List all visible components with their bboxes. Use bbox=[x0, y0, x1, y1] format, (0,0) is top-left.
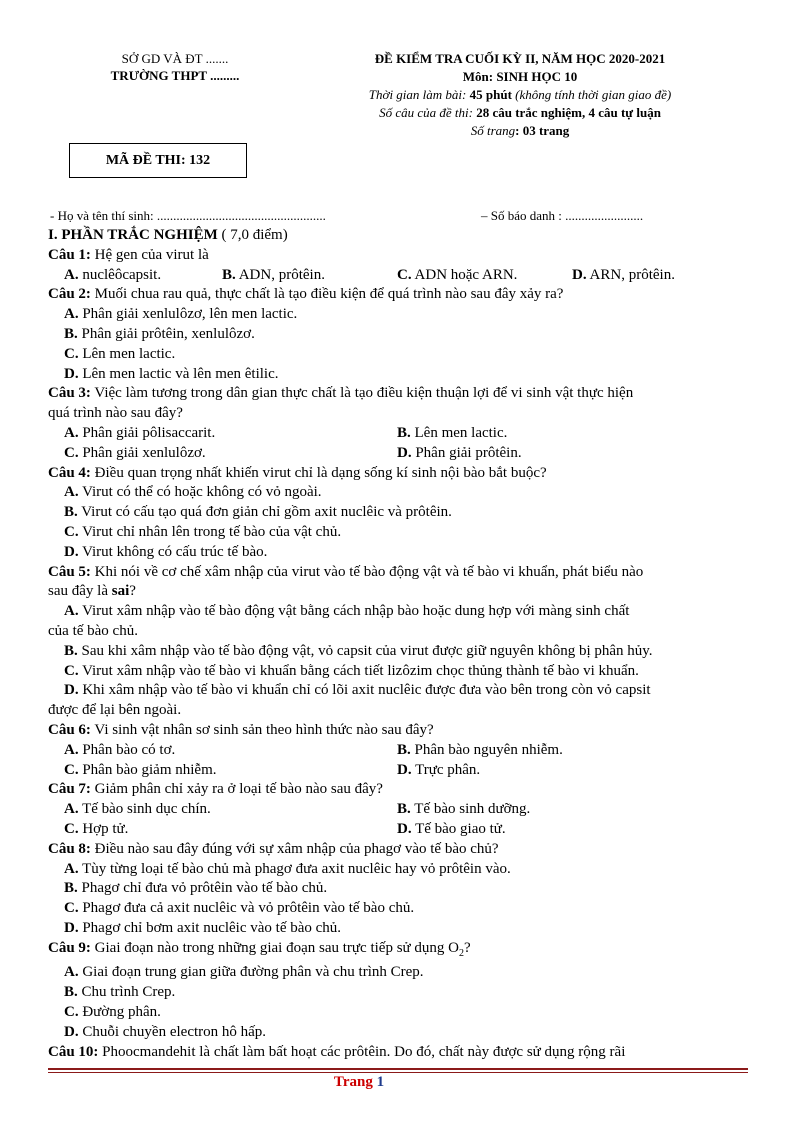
question-text: Giai đoạn nào trong những giai đoạn sau trực tiếp sử dụng O bbox=[90, 939, 459, 956]
option-d bbox=[48, 365, 748, 385]
option-text: Phân giải pôlisaccarit. bbox=[82, 424, 216, 441]
option-a bbox=[64, 800, 397, 820]
page-count-line bbox=[310, 122, 730, 140]
option-label: A. bbox=[64, 603, 79, 620]
option-c bbox=[48, 899, 748, 919]
exam-content bbox=[48, 226, 748, 1062]
option-text: Lên men lactic. bbox=[82, 345, 176, 362]
option-label: B. bbox=[64, 642, 78, 659]
option-label: D. bbox=[397, 820, 412, 837]
option-label: D. bbox=[572, 266, 587, 283]
options-row bbox=[48, 761, 748, 781]
option-text: Lên men lactic. bbox=[414, 424, 508, 441]
option-text: Phân giải xenlulôzơ, lên men lactic. bbox=[82, 306, 298, 323]
header-right bbox=[310, 50, 730, 140]
option-text: Lên men lactic và lên men êtilic. bbox=[82, 365, 279, 382]
question-number: Câu 3: bbox=[48, 385, 91, 402]
question-1 bbox=[48, 246, 748, 266]
option-a bbox=[48, 860, 748, 880]
option-c bbox=[397, 266, 572, 286]
question-number: Câu 5: bbox=[48, 563, 91, 580]
option-c bbox=[64, 761, 397, 781]
question-9 bbox=[48, 939, 748, 964]
options-row bbox=[48, 444, 748, 464]
question-number: Câu 7: bbox=[48, 781, 91, 798]
option-b bbox=[397, 424, 507, 444]
section-title-text: I. PHẦN TRẮC NGHIỆM bbox=[48, 227, 218, 243]
subject: Môn: SINH HỌC 10 bbox=[462, 69, 578, 84]
option-b bbox=[48, 983, 748, 1003]
option-text: Phagơ chỉ đưa vỏ prôtêin vào tế bào chủ. bbox=[81, 880, 328, 897]
pages-label: Số trang bbox=[470, 123, 516, 138]
option-label: C. bbox=[64, 523, 79, 540]
question-text: Vi sinh vật nhân sơ sinh sản theo hình thức nào sau đây? bbox=[90, 721, 434, 738]
option-d bbox=[48, 1023, 748, 1043]
option-text: Virut không có cấu trúc tế bào. bbox=[82, 543, 268, 560]
option-text: Tế bào sinh dục chín. bbox=[82, 801, 211, 818]
option-d bbox=[48, 543, 748, 563]
time-note: (không tính thời gian giao đề) bbox=[515, 87, 672, 102]
section-points: ( 7,0 điểm) bbox=[217, 227, 288, 243]
option-label: C. bbox=[64, 761, 79, 778]
option-label: D. bbox=[64, 1023, 79, 1040]
footer-divider bbox=[48, 1068, 748, 1070]
option-text-cont: được để lại bên ngoài. bbox=[48, 702, 182, 719]
option-label: C. bbox=[64, 662, 79, 679]
option-text: Phân giải xenlulôzơ. bbox=[82, 444, 206, 461]
page-footer bbox=[0, 1074, 718, 1091]
option-d bbox=[48, 919, 748, 939]
question-7 bbox=[48, 780, 748, 800]
question-number: Câu 8: bbox=[48, 840, 91, 857]
option-label: A. bbox=[64, 424, 79, 441]
section-title bbox=[48, 226, 748, 246]
option-label: B. bbox=[64, 504, 78, 521]
option-text: Trực phân. bbox=[415, 761, 481, 778]
option-label: B. bbox=[397, 741, 411, 758]
option-label: D. bbox=[397, 761, 412, 778]
question-text: Việc làm tương trong dân gian thực chất là tạo điều kiện thuận lợi để vi sinh vật thực hiện bbox=[90, 385, 634, 402]
option-label: D. bbox=[64, 682, 79, 699]
option-text: Hợp tử. bbox=[82, 820, 129, 837]
question-4 bbox=[48, 464, 748, 484]
option-text: Virut xâm nhập vào tế bào vi khuẩn bằng cách tiết lizôzim chọc thủng thành tế bào vi khuẩn. bbox=[82, 662, 639, 679]
footer-divider-thin bbox=[48, 1072, 748, 1073]
option-label: C. bbox=[64, 1004, 79, 1021]
option-text: Virut xâm nhập vào tế bào động vật bằng cách nhập bào hoặc dung hợp với màng sinh chất bbox=[82, 603, 630, 620]
option-text: Virut có cấu tạo quá đơn giản chỉ gồm axit nuclêic và prôtêin. bbox=[81, 504, 452, 521]
question-3 bbox=[48, 384, 748, 404]
question-number: Câu 6: bbox=[48, 721, 91, 738]
time-line bbox=[310, 86, 730, 104]
option-label: C. bbox=[64, 345, 79, 362]
option-text: Phagơ đưa cả axit nuclêic và vỏ prôtêin vào tế bào chủ. bbox=[82, 900, 415, 917]
options-row bbox=[48, 820, 748, 840]
time-value: 45 phút bbox=[469, 87, 512, 102]
question-number: Câu 1: bbox=[48, 246, 91, 263]
option-d bbox=[48, 681, 748, 701]
question-text-end: ? bbox=[464, 939, 471, 956]
option-a bbox=[48, 602, 748, 622]
option-text: Phagơ chỉ bơm axit nuclêic vào tế bào chủ. bbox=[82, 919, 342, 936]
question-number: Câu 2: bbox=[48, 286, 91, 303]
option-a bbox=[64, 741, 397, 761]
question-text-part: sau đây là bbox=[48, 583, 112, 600]
option-label: C. bbox=[397, 266, 412, 283]
student-info bbox=[50, 208, 750, 224]
option-b bbox=[397, 800, 530, 820]
student-name-line: - Họ và tên thí sinh: .................................................... bbox=[50, 208, 326, 223]
option-d bbox=[397, 820, 506, 840]
question-5 bbox=[48, 563, 748, 583]
option-label: D. bbox=[397, 444, 412, 461]
option-label: C. bbox=[64, 900, 79, 917]
option-text: nuclêôcapsit. bbox=[82, 266, 162, 283]
option-text: Giai đoạn trung gian giữa đường phân và chu trình Crep. bbox=[82, 964, 424, 981]
option-b bbox=[48, 325, 748, 345]
option-label: A. bbox=[64, 801, 79, 818]
question-text: Muối chua rau quả, thực chất là tạo điều kiện để quá trình nào sau đây xảy ra? bbox=[90, 286, 564, 303]
question-number: Câu 4: bbox=[48, 464, 91, 481]
count-label: Số câu của đề thi: bbox=[379, 105, 473, 120]
option-text: Virut có thể có hoặc không có vỏ ngoài. bbox=[82, 484, 322, 501]
question-6 bbox=[48, 721, 748, 741]
question-text: Phoocmandehit là chất làm bất hoạt các prôtêin. Do đó, chất này được sử dụng rộng rãi bbox=[98, 1043, 626, 1060]
option-label: B. bbox=[64, 984, 78, 1001]
question-10 bbox=[48, 1043, 748, 1063]
option-label: C. bbox=[64, 820, 79, 837]
option-c bbox=[64, 820, 397, 840]
option-text: ARN, prôtêin. bbox=[589, 266, 675, 283]
question-text: Khi nói về cơ chế xâm nhập của virut vào tế bào động vật và tế bào vi khuẩn, phát biểu nào bbox=[90, 563, 644, 580]
exam-title: ĐỀ KIỂM TRA CUỐI KỲ II, NĂM HỌC 2020-2021 bbox=[374, 51, 666, 66]
page-label: Trang bbox=[333, 1074, 373, 1090]
option-text: Phân giải prôtêin. bbox=[415, 444, 522, 461]
option-label: A. bbox=[64, 306, 79, 323]
department-name: SỞ GD VÀ ĐT ....... bbox=[121, 51, 229, 66]
option-label: B. bbox=[397, 424, 411, 441]
option-text: Sau khi xâm nhập vào tế bào động vật, vỏ capsit của virut được giữ nguyên không bị phân hủy. bbox=[81, 642, 653, 659]
option-b bbox=[48, 879, 748, 899]
time-label: Thời gian làm bài: bbox=[368, 87, 467, 102]
options-row bbox=[48, 266, 748, 286]
question-text-cont bbox=[48, 582, 748, 602]
option-label: A. bbox=[64, 484, 79, 501]
option-label: A. bbox=[64, 741, 79, 758]
option-text: Tùy từng loại tế bào chủ mà phagơ đưa axit nuclêic hay vỏ prôtêin vào. bbox=[82, 860, 511, 877]
option-text: Phân bào nguyên nhiễm. bbox=[414, 741, 563, 758]
option-d bbox=[397, 444, 522, 464]
option-text-cont: của tế bào chủ. bbox=[48, 622, 138, 639]
options-row bbox=[48, 800, 748, 820]
question-text: Hệ gen của virut là bbox=[90, 246, 209, 263]
option-a bbox=[48, 483, 748, 503]
count-value: 28 câu trắc nghiệm, 4 câu tự luận bbox=[476, 105, 661, 120]
option-label: C. bbox=[64, 444, 79, 461]
option-c bbox=[48, 345, 748, 365]
option-text: ADN hoặc ARN. bbox=[414, 266, 518, 283]
option-label: B. bbox=[397, 801, 411, 818]
option-b bbox=[397, 741, 563, 761]
option-text: Khi xâm nhập vào tế bào vi khuẩn chỉ có lõi axit nuclêic được đưa vào bên trong còn vỏ capsit bbox=[82, 682, 651, 699]
option-c bbox=[48, 523, 748, 543]
option-label: A. bbox=[64, 860, 79, 877]
option-a bbox=[64, 424, 397, 444]
question-text-cont: quá trình nào sau đây? bbox=[48, 405, 183, 422]
option-label: D. bbox=[64, 365, 79, 382]
option-a bbox=[48, 305, 748, 325]
option-text: Phân bào có tơ. bbox=[82, 741, 176, 758]
page-number: 1 bbox=[376, 1074, 385, 1090]
question-text: Điều quan trọng nhất khiến virut chỉ là dạng sống kí sinh nội bào bắt buộc? bbox=[90, 464, 547, 481]
option-d bbox=[572, 266, 675, 286]
option-b bbox=[222, 266, 397, 286]
option-text: Chu trình Crep. bbox=[81, 984, 176, 1001]
question-2 bbox=[48, 285, 748, 305]
option-a bbox=[48, 963, 748, 983]
option-label: B. bbox=[222, 266, 236, 283]
option-b bbox=[48, 642, 748, 662]
question-count-line bbox=[310, 104, 730, 122]
option-text: Phân bào giảm nhiễm. bbox=[82, 761, 217, 778]
option-b bbox=[48, 503, 748, 523]
option-text: Đường phân. bbox=[82, 1004, 161, 1021]
option-text: Tế bào sinh dưỡng. bbox=[414, 801, 531, 818]
options-row bbox=[48, 424, 748, 444]
option-label: B. bbox=[64, 325, 78, 342]
option-text: Phân giải prôtêin, xenlulôzơ. bbox=[81, 325, 255, 342]
option-c bbox=[48, 662, 748, 682]
option-d bbox=[397, 761, 480, 781]
option-a bbox=[64, 266, 222, 286]
option-label: A. bbox=[64, 266, 79, 283]
option-text: Tế bào giao tử. bbox=[415, 820, 506, 837]
subscript: 2 bbox=[459, 947, 464, 959]
option-label: A. bbox=[64, 964, 79, 981]
student-id-line: – Số báo danh : ........................ bbox=[481, 208, 644, 223]
option-text: Virut chỉ nhân lên trong tế bào của vật chủ. bbox=[82, 523, 342, 540]
header-left bbox=[70, 50, 280, 84]
school-name: TRƯỜNG THPT ......... bbox=[110, 68, 240, 83]
option-c bbox=[48, 1003, 748, 1023]
option-label: D. bbox=[64, 543, 79, 560]
exam-code-box: MÃ ĐỀ THI: 132 bbox=[69, 143, 247, 178]
emphasis-sai: sai bbox=[111, 583, 130, 600]
question-text: Điều nào sau đây đúng với sự xâm nhập của phagơ vào tế bào chủ? bbox=[90, 840, 499, 857]
question-number: Câu 10: bbox=[48, 1043, 99, 1060]
question-number: Câu 9: bbox=[48, 939, 91, 956]
option-c bbox=[64, 444, 397, 464]
option-label: B. bbox=[64, 880, 78, 897]
question-text-part: ? bbox=[129, 583, 136, 600]
option-text: ADN, prôtêin. bbox=[238, 266, 325, 283]
question-text: Giảm phân chỉ xảy ra ở loại tế bào nào sau đây? bbox=[90, 781, 383, 798]
question-8 bbox=[48, 840, 748, 860]
pages-value: : 03 trang bbox=[515, 123, 570, 138]
option-label: D. bbox=[64, 919, 79, 936]
options-row bbox=[48, 741, 748, 761]
option-text: Chuỗi chuyền electron hô hấp. bbox=[82, 1023, 267, 1040]
